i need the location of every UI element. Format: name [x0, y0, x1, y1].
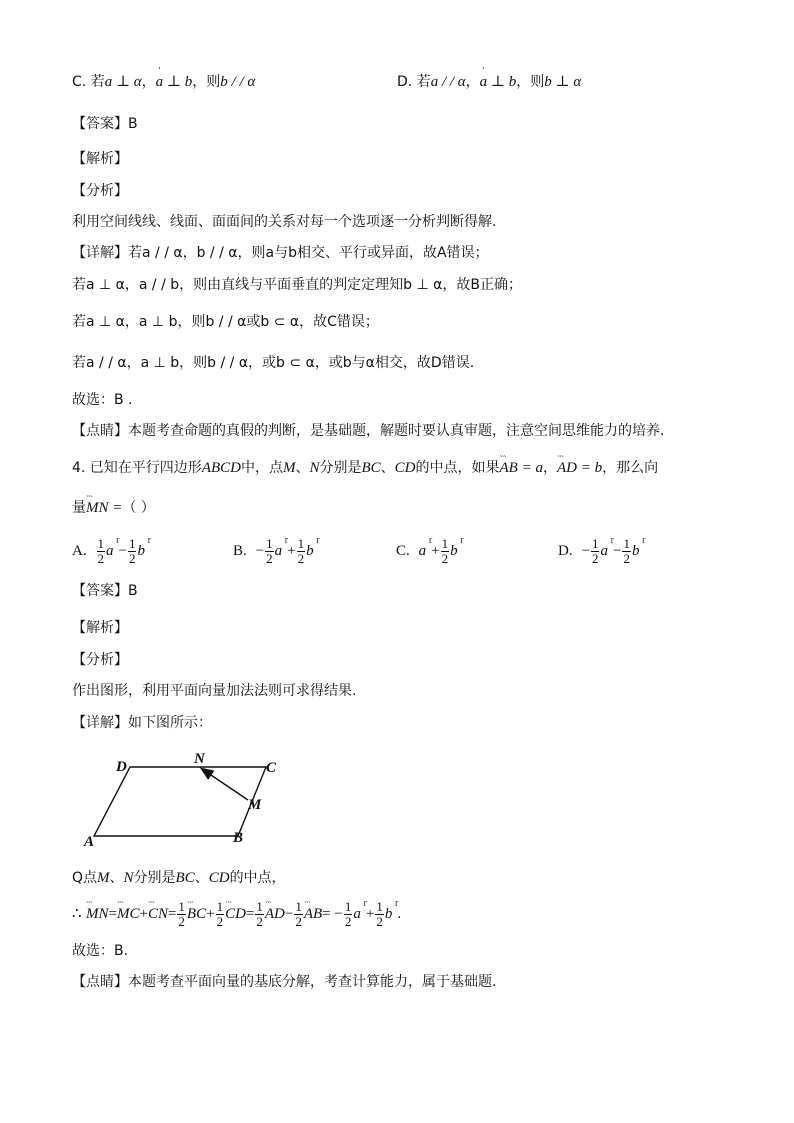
- eq-b: b r: [385, 896, 393, 932]
- q4-bc: BC: [361, 460, 381, 476]
- q4-stem-e: ，那么向: [602, 460, 659, 476]
- q3-comment: [72, 421, 664, 441]
- q4-opt-c-v0: a r: [419, 534, 427, 568]
- q4-opt-d-v1: a r: [600, 534, 608, 568]
- point-a-label: A: [84, 834, 95, 850]
- q4-answer: [72, 581, 138, 601]
- eq-plus2: +: [206, 906, 215, 922]
- option-c-p2: ' a ⊥ b: [156, 72, 193, 92]
- q4-because-cd: CD: [208, 870, 230, 886]
- q4-option-b: [233, 534, 319, 568]
- q4-dun: 、: [295, 460, 310, 476]
- vector-mn-arrow: [202, 769, 248, 800]
- q3-comment-tag: 【点睛】: [72, 423, 128, 439]
- q3-jiexi: 【解析】: [72, 151, 128, 167]
- q3-fenxi: 利用空间线线、线面、面面间的关系对每一个选项逐一分析判断得解.: [72, 214, 497, 230]
- q4-paren: （ ）: [122, 500, 155, 516]
- parallelogram-shape: [94, 767, 266, 836]
- q4-ab-eq: ˋˋˋ AB = a: [500, 458, 543, 478]
- point-n-label: N: [194, 751, 205, 767]
- option-d-sep1: ，: [465, 74, 480, 90]
- q4-opt-a-v2: b r: [137, 534, 145, 568]
- q4-opt-d-op: −: [612, 543, 622, 559]
- eq-minus: −: [284, 906, 294, 922]
- eq-cn: ˋˋˋ CN: [148, 896, 168, 932]
- eq-frac4: $\frac{1}{2}$: [295, 898, 302, 929]
- eq-plus1: +: [139, 906, 148, 922]
- q4-option-a: [72, 534, 150, 568]
- q4-ad-eq: ˋˋˋ AD = b: [557, 458, 602, 478]
- option-d: [397, 72, 581, 92]
- q4-option-a-label: A.: [72, 543, 87, 559]
- q4-opt-c-v2: b r: [450, 534, 458, 568]
- q3-comment-text: 本题考查命题的真假的判断，是基础题，解题时要认真审题，注意空间思维能力的培养.: [128, 423, 665, 439]
- q4-stem-line1: 4. 已知在平行四边形ABCD中，点M、N分别是BC、CD的中点，如果ˋˋˋ AB = a，ˋˋˋ AD = b，那么向: [72, 458, 658, 478]
- q4-stem-line2: [72, 498, 155, 518]
- q4-opt-d-frac2: $\frac{1}{2}$: [623, 535, 630, 566]
- q4-jiexi: 【解析】: [72, 620, 128, 636]
- q4-opt-a-frac2: $\frac{1}{2}$: [128, 535, 136, 566]
- q4-opt-b-frac2: $\frac{1}{2}$: [297, 535, 305, 566]
- q4-equation: [72, 896, 401, 932]
- q4-opt-d-pre: −: [581, 543, 590, 559]
- q4-detail-tag: 【详解】: [72, 715, 128, 731]
- eq-a: a r: [353, 896, 361, 932]
- eq-bc: ˋˋˋ BC: [187, 896, 206, 932]
- q4-because-bc: BC: [175, 870, 195, 886]
- q4-opt-a-op: −: [118, 543, 127, 559]
- q3-detail-tag: 【详解】: [72, 245, 128, 261]
- q3-detail-line1: [72, 243, 489, 263]
- point-b-label: B: [233, 830, 244, 846]
- q4-because-b: 分别是: [133, 870, 176, 886]
- option-d-label: D. 若: [397, 74, 431, 90]
- q4-option-d-label: D.: [558, 543, 573, 559]
- q4-m: M: [282, 460, 296, 476]
- q4-because-dun: 、: [109, 870, 124, 886]
- option-c-p3: b / / α: [220, 74, 256, 90]
- q4-detail: [72, 713, 212, 733]
- q3-line1: 若a / / α，b / / α，则a与b相交、平行或异面，故A错误；: [128, 245, 489, 261]
- q4-opt-b-frac1: $\frac{1}{2}$: [266, 535, 273, 566]
- q3-answer-value: B: [128, 116, 138, 132]
- q4-opt-c-op: +: [431, 543, 440, 559]
- q4-because: [72, 868, 286, 888]
- q4-because-c: 的中点，: [229, 870, 286, 886]
- q4-fenxi-tag: 【分析】: [72, 652, 128, 668]
- point-m-label: M: [248, 797, 262, 813]
- q4-stem-c: 分别是: [319, 460, 362, 476]
- q3-choose: 故选：B .: [72, 392, 133, 408]
- q4-abcd: ABCD: [201, 460, 241, 476]
- option-c: [72, 72, 255, 92]
- option-c-sep2: ，则: [192, 74, 221, 90]
- q3-fenxi-tag: 【分析】: [72, 183, 128, 199]
- q3-line3: 若a ⊥ α，a ⊥ b，则b / / α或b ⊂ α，故C错误；: [72, 314, 379, 330]
- q4-comment-text: 本题考查平面向量的基底分解，考查计算能力，属于基础题.: [128, 974, 497, 990]
- q4-answer-tag: 【答案】: [72, 583, 128, 599]
- q4-stem-f: 量: [72, 500, 86, 516]
- eq-end: .: [397, 906, 402, 922]
- q4-fenxi: 作出图形，利用平面向量加法法则可求得结果.: [72, 683, 357, 699]
- q4-opt-b-op: +: [287, 543, 296, 559]
- q4-n: N: [309, 460, 320, 476]
- eq-frac1: $\frac{1}{2}$: [178, 898, 185, 929]
- eq-plus3: +: [365, 906, 375, 922]
- q4-answer-value: B: [128, 583, 138, 599]
- q4-detail-text: 如下图所示：: [128, 715, 212, 731]
- q4-opt-a-v1: a r: [106, 534, 114, 568]
- eq-ad: ˋˋˋ AD: [265, 896, 285, 932]
- option-d-sep2: ，则: [516, 74, 545, 90]
- q4-opt-a-frac1: $\frac{1}{2}$: [97, 535, 104, 566]
- q4-because-a: Q点: [72, 870, 98, 886]
- q4-because-dun2: 、: [194, 870, 209, 886]
- q4-choose: 故选：B.: [72, 943, 129, 959]
- q4-opt-c-frac2: $\frac{1}{2}$: [441, 535, 449, 566]
- eq-eq4: = −: [322, 906, 343, 922]
- eq-therefore: ∴: [72, 906, 82, 922]
- q4-opt-d-frac1: $\frac{1}{2}$: [591, 535, 599, 566]
- q4-because-n: N: [123, 870, 134, 886]
- q4-comment-tag: 【点睛】: [72, 974, 128, 990]
- eq-eq3: =: [245, 906, 255, 922]
- parallelogram-figure: [80, 748, 290, 852]
- eq-eq2: =: [167, 906, 177, 922]
- q4-mn-eq: ˋˋˋ MN =: [86, 498, 122, 518]
- q4-comment: [72, 972, 496, 992]
- q4-opt-d-v2: b r: [632, 534, 640, 568]
- eq-frac3: $\frac{1}{2}$: [256, 898, 263, 929]
- point-c-label: C: [266, 760, 277, 776]
- point-d-label: D: [116, 759, 127, 775]
- q4-stem-b: 中，点: [240, 460, 283, 476]
- eq-ab: ˋˋˋ AB: [304, 896, 322, 932]
- option-d-p1: a / / α: [430, 74, 466, 90]
- eq-cd: ˋˋˋ CD: [225, 896, 246, 932]
- eq-frac2: $\frac{1}{2}$: [216, 898, 224, 929]
- q4-because-m: M: [97, 870, 110, 886]
- eq-frac5: $\frac{1}{2}$: [344, 898, 352, 929]
- eq-eq1: =: [108, 906, 117, 922]
- q4-opt-b-v2: b r: [306, 534, 314, 568]
- q4-option-b-label: B.: [233, 543, 247, 559]
- q4-opt-b-pre: −: [255, 543, 265, 559]
- option-d-p3: b ⊥ α: [544, 74, 582, 90]
- q3-answer-tag: 【答案】: [72, 116, 128, 132]
- q4-dun2: 、: [380, 460, 395, 476]
- eq-frac6: $\frac{1}{2}$: [376, 898, 383, 929]
- q4-option-c-label: C.: [396, 543, 410, 559]
- eq-mc: ˋˋˋ MC: [117, 896, 140, 932]
- option-c-p1: a ⊥ α: [104, 74, 142, 90]
- q4-cd: CD: [394, 460, 416, 476]
- eq-mn: ˋˋˋ MN: [86, 896, 109, 932]
- option-c-sep1: ，: [141, 74, 156, 90]
- q3-line4: 若a / / α，a ⊥ b，则b / / α，或b ⊂ α，或b与α相交，故D错误.: [72, 355, 475, 371]
- q4-opt-b-v1: a r: [275, 534, 283, 568]
- option-d-p2: ' a ⊥ b: [480, 72, 517, 92]
- q4-option-c: [396, 534, 463, 568]
- q3-answer: [72, 114, 138, 134]
- q4-stem-d: 的中点，如果: [415, 460, 500, 476]
- option-c-label: C. 若: [72, 74, 105, 90]
- q3-line2: 若a ⊥ α，a / / b，则由直线与平面垂直的判定定理知b ⊥ α，故B正确；: [72, 277, 522, 293]
- q4-option-d: [558, 534, 644, 568]
- q4-stem-a: 4. 已知在平行四边形: [72, 460, 202, 476]
